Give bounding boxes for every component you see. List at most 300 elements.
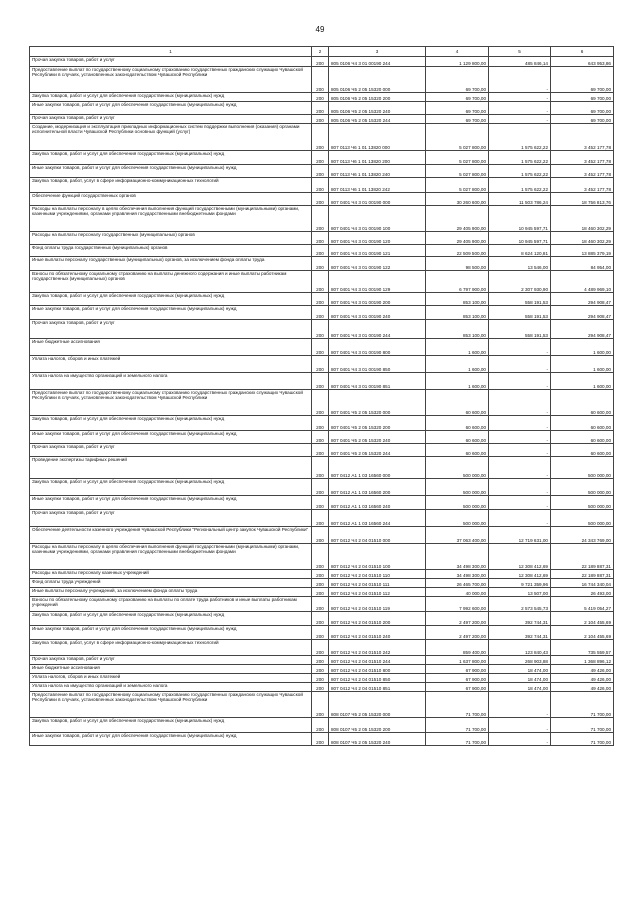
row-executed-amount: 12 308 412,69 [489, 570, 551, 579]
row-name: Уплата налогов, сборов и иных платежей [30, 356, 312, 373]
row-remaining-amount: 1 600,00 [551, 356, 614, 373]
row-remaining-amount: 84 954,00 [551, 257, 614, 271]
row-planned-amount: 60 600,00 [426, 444, 489, 457]
column-header: 5 [489, 47, 551, 57]
row-classification-code: 807 0401 Ч4 3 01 00190 121 [329, 245, 426, 257]
row-remaining-amount: 24 343 769,00 [551, 527, 614, 544]
row-code: 200 [312, 510, 329, 527]
row-classification-code: 807 0401 Ч4 3 01 00190 120 [329, 232, 426, 245]
row-code: 200 [312, 271, 329, 293]
row-classification-code: 807 0401 Ч4 3 01 00190 000 [329, 193, 426, 206]
row-name: Уплата налога на имущество организаций и земельного налога [30, 683, 312, 692]
row-remaining-amount: 49 426,00 [551, 674, 614, 683]
row-remaining-amount: 69 700,00 [551, 67, 614, 93]
row-remaining-amount: 71 700,00 [551, 692, 614, 718]
row-planned-amount: 22 509 500,00 [426, 245, 489, 257]
row-executed-amount: 1 575 622,22 [489, 151, 551, 165]
row-name: Иные закупки товаров, работ и услуг для обеспечения государственных (муниципальных) нужд [30, 102, 312, 115]
row-executed-amount: 558 191,53 [489, 306, 551, 320]
row-executed-amount: - [489, 67, 551, 93]
row-remaining-amount: 294 908,47 [551, 320, 614, 339]
row-name: Закупка товаров, работ, услуг в сфере информационно-коммуникационных технологий [30, 178, 312, 193]
row-planned-amount: 1 129 800,00 [426, 57, 489, 67]
row-code: 200 [312, 431, 329, 444]
row-remaining-amount: 3 452 177,78 [551, 151, 614, 165]
row-remaining-amount: 71 700,00 [551, 718, 614, 733]
table-row [30, 597, 614, 612]
page-number: 49 [315, 25, 325, 34]
row-executed-amount: 18 474,00 [489, 683, 551, 692]
row-name: Иные бюджетные ассигнования [30, 665, 312, 674]
row-classification-code: 807 0401 Ч5 2 05 15320 200 [329, 416, 426, 431]
row-name: Закупка товаров, работ и услуг для обеспечения государственных (муниципальных) нужд [30, 416, 312, 431]
row-classification-code: 807 0401 Ч5 2 05 15320 244 [329, 444, 426, 457]
row-name: Закупка товаров, работ и услуг для обеспечения государственных (муниципальных) нужд [30, 718, 312, 733]
row-code: 200 [312, 339, 329, 356]
row-code: 200 [312, 57, 329, 67]
row-code: 200 [312, 373, 329, 390]
row-code: 200 [312, 165, 329, 178]
row-planned-amount: 30 260 600,00 [426, 193, 489, 206]
row-executed-amount: 1 575 622,22 [489, 124, 551, 151]
column-number-row [30, 47, 614, 57]
table-row [30, 206, 614, 232]
table-row [30, 674, 614, 683]
table-row [30, 570, 614, 579]
row-classification-code: 807 0401 Ч5 2 05 15320 240 [329, 431, 426, 444]
row-planned-amount: 67 900,00 [426, 674, 489, 683]
row-name: Фонд оплаты труда государственных (муниципальных) органов [30, 245, 312, 257]
row-executed-amount: - [489, 431, 551, 444]
row-remaining-amount: 3 452 177,78 [551, 165, 614, 178]
table-row [30, 245, 614, 257]
row-name: Иные выплаты персоналу учреждений, за исключением фонда оплаты труда [30, 588, 312, 597]
row-classification-code: 807 0412 Ч4 2 04 01510 851 [329, 683, 426, 692]
row-executed-amount: - [489, 339, 551, 356]
row-code: 200 [312, 683, 329, 692]
row-planned-amount: 60 600,00 [426, 431, 489, 444]
row-executed-amount: 123 840,43 [489, 640, 551, 656]
row-planned-amount: 500 000,00 [426, 510, 489, 527]
row-classification-code: 807 0412 Ч4 2 04 01510 800 [329, 665, 426, 674]
row-executed-amount: 2 307 930,90 [489, 271, 551, 293]
row-remaining-amount: 643 953,86 [551, 57, 614, 67]
row-planned-amount: 69 700,00 [426, 93, 489, 102]
table-row [30, 320, 614, 339]
row-planned-amount: 1 637 800,00 [426, 656, 489, 665]
row-executed-amount: 13 546,00 [489, 257, 551, 271]
row-name: Предоставление выплат по государственному социальному страхованию государственных гражданских служащих Чувашской Республики в случаях, установленных законодательством Чувашской Республики [30, 67, 312, 93]
row-remaining-amount: 18 460 302,29 [551, 232, 614, 245]
row-planned-amount: 853 100,00 [426, 320, 489, 339]
row-executed-amount: - [489, 457, 551, 479]
table-row [30, 339, 614, 356]
row-planned-amount: 1 600,00 [426, 373, 489, 390]
row-planned-amount: 29 405 900,00 [426, 232, 489, 245]
row-remaining-amount: 22 189 887,31 [551, 544, 614, 570]
row-classification-code: 807 0113 Ч6 1 01 13820 000 [329, 124, 426, 151]
row-code: 200 [312, 733, 329, 746]
table-row [30, 390, 614, 416]
row-classification-code: 805 0106 Ч5 2 05 15320 000 [329, 67, 426, 93]
column-header: 2 [312, 47, 329, 57]
row-planned-amount: 34 498 300,00 [426, 544, 489, 570]
row-remaining-amount: 13 885 379,19 [551, 245, 614, 257]
row-planned-amount: 2 497 200,00 [426, 612, 489, 626]
row-name: Прочая закупка товаров, работ и услуг [30, 57, 312, 67]
table-row [30, 718, 614, 733]
row-classification-code: 807 0401 Ч4 3 01 00190 200 [329, 293, 426, 306]
row-planned-amount: 853 100,00 [426, 293, 489, 306]
row-classification-code: 807 0401 Ч4 3 01 00190 851 [329, 373, 426, 390]
row-code: 200 [312, 178, 329, 193]
row-executed-amount: - [489, 510, 551, 527]
table-row [30, 431, 614, 444]
row-code: 200 [312, 718, 329, 733]
row-executed-amount: 1 575 622,22 [489, 178, 551, 193]
row-code: 200 [312, 444, 329, 457]
row-planned-amount: 5 027 800,00 [426, 124, 489, 151]
row-executed-amount: 485 846,14 [489, 57, 551, 67]
row-name: Закупка товаров, работ и услуг для обеспечения государственных (муниципальных) нужд [30, 479, 312, 496]
row-name: Закупка товаров, работ, услуг в сфере информационно-коммуникационных технологий [30, 640, 312, 656]
row-remaining-amount: 26 493,00 [551, 588, 614, 597]
row-executed-amount: 392 744,31 [489, 626, 551, 640]
row-planned-amount: 98 500,00 [426, 257, 489, 271]
row-remaining-amount: 3 452 177,78 [551, 178, 614, 193]
table-row [30, 124, 614, 151]
row-remaining-amount: 60 600,00 [551, 416, 614, 431]
row-remaining-amount: 71 700,00 [551, 733, 614, 746]
row-name: Закупка товаров, работ и услуг для обеспечения государственных (муниципальных) нужд [30, 93, 312, 102]
row-code: 200 [312, 93, 329, 102]
row-code: 200 [312, 151, 329, 165]
column-header: 4 [426, 47, 489, 57]
row-planned-amount: 69 700,00 [426, 115, 489, 124]
table-row [30, 193, 614, 206]
row-planned-amount: 67 900,00 [426, 665, 489, 674]
column-header: 3 [329, 47, 426, 57]
row-classification-code: 805 0106 Ч4 3 01 00190 244 [329, 57, 426, 67]
row-executed-amount: 10 945 597,71 [489, 206, 551, 232]
row-planned-amount: 34 498 300,00 [426, 570, 489, 579]
row-classification-code: 807 0412 Ч4 2 04 01510 200 [329, 612, 426, 626]
row-remaining-amount: 500 000,00 [551, 510, 614, 527]
row-executed-amount: 558 191,53 [489, 293, 551, 306]
row-code: 200 [312, 320, 329, 339]
row-classification-code: 807 0412 Ч4 2 04 01510 111 [329, 579, 426, 588]
row-executed-amount: - [489, 733, 551, 746]
row-name: Обеспечение деятельности казенного учреждения Чувашской Республики "Региональный центр закупок Чувашской Республики" [30, 527, 312, 544]
row-name: Уплата налога на имущество организаций и земельного налога [30, 373, 312, 390]
row-code: 200 [312, 457, 329, 479]
table-row [30, 93, 614, 102]
table-row [30, 178, 614, 193]
row-executed-amount: 11 503 786,24 [489, 193, 551, 206]
row-planned-amount: 71 700,00 [426, 692, 489, 718]
row-executed-amount: - [489, 496, 551, 510]
row-code: 200 [312, 356, 329, 373]
row-name: Проведение экспертизы тарифных решений [30, 457, 312, 479]
row-name: Иные выплаты персоналу государственных (муниципальных) органов, за исключением фонда оплаты труда [30, 257, 312, 271]
row-classification-code: 807 0412 Ч4 2 04 01510 244 [329, 656, 426, 665]
row-executed-amount: 268 903,88 [489, 656, 551, 665]
row-name: Прочая закупка товаров, работ и услуг [30, 444, 312, 457]
row-executed-amount: 13 507,00 [489, 588, 551, 597]
row-remaining-amount: 22 189 887,31 [551, 570, 614, 579]
row-classification-code: 808 0107 Ч5 2 05 15320 000 [329, 692, 426, 718]
row-planned-amount: 859 400,00 [426, 640, 489, 656]
row-executed-amount: 1 575 622,22 [489, 165, 551, 178]
row-code: 200 [312, 570, 329, 579]
row-planned-amount: 853 100,00 [426, 306, 489, 320]
row-planned-amount: 26 465 700,00 [426, 579, 489, 588]
row-code: 200 [312, 102, 329, 115]
row-planned-amount: 1 600,00 [426, 356, 489, 373]
row-remaining-amount: 500 000,00 [551, 479, 614, 496]
row-classification-code: 807 0401 Ч4 3 01 00190 100 [329, 206, 426, 232]
row-planned-amount: 500 000,00 [426, 479, 489, 496]
row-remaining-amount: 1 368 896,12 [551, 656, 614, 665]
row-executed-amount: 558 191,53 [489, 320, 551, 339]
table-row [30, 527, 614, 544]
row-code: 200 [312, 245, 329, 257]
row-executed-amount: - [489, 692, 551, 718]
row-classification-code: 807 0401 Ч5 2 05 15320 000 [329, 390, 426, 416]
table-row [30, 271, 614, 293]
column-header: 6 [551, 47, 614, 57]
row-code: 200 [312, 257, 329, 271]
row-planned-amount: 67 900,00 [426, 683, 489, 692]
row-executed-amount: 12 308 412,69 [489, 544, 551, 570]
row-classification-code: 807 0412 Ч4 2 04 01510 242 [329, 640, 426, 656]
row-planned-amount: 29 405 900,00 [426, 206, 489, 232]
row-name: Иные закупки товаров, работ и услуг для обеспечения государственных (муниципальных) нужд [30, 165, 312, 178]
row-classification-code: 807 0412 А1 1 03 16560 200 [329, 479, 426, 496]
row-remaining-amount: 500 000,00 [551, 496, 614, 510]
row-classification-code: 807 0412 А1 1 03 16560 240 [329, 496, 426, 510]
row-executed-amount: - [489, 373, 551, 390]
row-classification-code: 807 0401 Ч4 3 01 00190 800 [329, 339, 426, 356]
row-planned-amount: 60 600,00 [426, 416, 489, 431]
table-row [30, 640, 614, 656]
row-remaining-amount: 500 000,00 [551, 457, 614, 479]
row-name: Прочая закупка товаров, работ и услуг [30, 320, 312, 339]
row-executed-amount: 10 945 597,71 [489, 232, 551, 245]
row-executed-amount: - [489, 444, 551, 457]
row-name: Взносы по обязательному социальному страхованию на выплаты денежного содержания и иные выплаты работникам государственных (муниципальных) органов [30, 271, 312, 293]
row-name: Расходы на выплаты персоналу государственных (муниципальных) органов [30, 232, 312, 245]
row-name: Иные бюджетные ассигнования [30, 339, 312, 356]
row-name: Предоставление выплат по государственному социальному страхованию государственных гражданских служащих Чувашской Республики в случаях, установленных законодательством Чувашской Республики [30, 390, 312, 416]
table-row [30, 588, 614, 597]
row-code: 200 [312, 588, 329, 597]
table-row [30, 626, 614, 640]
row-classification-code: 807 0401 Ч4 3 01 00190 129 [329, 271, 426, 293]
row-remaining-amount: 18 460 302,29 [551, 206, 614, 232]
row-code: 200 [312, 293, 329, 306]
row-planned-amount: 71 700,00 [426, 733, 489, 746]
row-code: 200 [312, 124, 329, 151]
table-row [30, 733, 614, 746]
row-classification-code: 807 0113 Ч6 1 01 13820 240 [329, 165, 426, 178]
row-remaining-amount: 2 104 455,69 [551, 612, 614, 626]
table-row [30, 57, 614, 67]
row-remaining-amount: 60 600,00 [551, 390, 614, 416]
table-row [30, 479, 614, 496]
table-row [30, 656, 614, 665]
row-remaining-amount: 1 600,00 [551, 373, 614, 390]
row-planned-amount: 7 992 600,00 [426, 597, 489, 612]
row-remaining-amount: 60 600,00 [551, 444, 614, 457]
row-executed-amount: - [489, 93, 551, 102]
row-classification-code: 807 0113 Ч6 1 01 13820 200 [329, 151, 426, 165]
row-planned-amount: 5 027 800,00 [426, 165, 489, 178]
row-planned-amount: 69 700,00 [426, 67, 489, 93]
row-name: Прочая закупка товаров, работ и услуг [30, 656, 312, 665]
table-row [30, 579, 614, 588]
row-name: Иные закупки товаров, работ и услуг для обеспечения государственных (муниципальных) нужд [30, 306, 312, 320]
row-classification-code: 807 0401 Ч4 3 01 00190 850 [329, 356, 426, 373]
row-executed-amount: 392 744,31 [489, 612, 551, 626]
row-classification-code: 807 0401 Ч4 3 01 00190 240 [329, 306, 426, 320]
table-row [30, 115, 614, 124]
row-classification-code: 807 0412 Ч4 2 04 01510 100 [329, 544, 426, 570]
row-name: Расходы на выплаты персоналу казенных учреждений [30, 570, 312, 579]
row-remaining-amount: 49 426,00 [551, 665, 614, 674]
row-planned-amount: 6 797 900,00 [426, 271, 489, 293]
row-name: Расходы на выплаты персоналу в целях обеспечения выполнения функций государственными (муниципальными) органами, казенными учреждениями, органами управления государственными внебюджетными фондами [30, 206, 312, 232]
row-planned-amount: 2 497 200,00 [426, 626, 489, 640]
row-name: Обеспечение функций государственных органов [30, 193, 312, 206]
row-code: 200 [312, 479, 329, 496]
row-remaining-amount: 60 600,00 [551, 431, 614, 444]
row-name: Иные закупки товаров, работ и услуг для обеспечения государственных (муниципальных) нужд [30, 496, 312, 510]
table-row [30, 102, 614, 115]
row-code: 200 [312, 206, 329, 232]
row-planned-amount: 40 000,00 [426, 588, 489, 597]
row-remaining-amount: 5 419 054,27 [551, 597, 614, 612]
row-executed-amount: - [489, 115, 551, 124]
row-planned-amount: 5 027 800,00 [426, 151, 489, 165]
row-code: 200 [312, 626, 329, 640]
budget-table [29, 46, 614, 746]
row-classification-code: 805 0106 Ч5 2 05 15320 244 [329, 115, 426, 124]
row-code: 200 [312, 692, 329, 718]
row-name: Уплата налогов, сборов и иных платежей [30, 674, 312, 683]
row-planned-amount: 1 600,00 [426, 339, 489, 356]
row-remaining-amount: 4 489 969,10 [551, 271, 614, 293]
table-row [30, 416, 614, 431]
row-name: Создание, модернизация и эксплуатация прикладных информационных систем поддержки выполнения (оказания) органами исполнительной власти Чувашской Республики основных функций (услуг) [30, 124, 312, 151]
table-row [30, 612, 614, 626]
row-code: 200 [312, 579, 329, 588]
table-row [30, 232, 614, 245]
column-header: 1 [30, 47, 312, 57]
row-code: 200 [312, 390, 329, 416]
table-row [30, 306, 614, 320]
row-planned-amount: 500 000,00 [426, 496, 489, 510]
row-code: 200 [312, 416, 329, 431]
row-name: Фонд оплаты труда учреждений [30, 579, 312, 588]
row-code: 200 [312, 544, 329, 570]
table-row [30, 496, 614, 510]
row-remaining-amount: 18 756 813,76 [551, 193, 614, 206]
row-name: Предоставление выплат по государственному социальному страхованию государственных гражданских служащих Чувашской Республики в случаях, установленных законодательством Чувашской Республики [30, 692, 312, 718]
row-name: Закупка товаров, работ и услуг для обеспечения государственных (муниципальных) нужд [30, 293, 312, 306]
row-planned-amount: 500 000,00 [426, 457, 489, 479]
row-classification-code: 807 0412 Ч4 2 04 01510 850 [329, 674, 426, 683]
row-executed-amount: 9 721 359,96 [489, 579, 551, 588]
row-code: 200 [312, 115, 329, 124]
row-classification-code: 807 0412 Ч4 2 04 01510 110 [329, 570, 426, 579]
row-code: 200 [312, 193, 329, 206]
row-code: 200 [312, 665, 329, 674]
row-executed-amount: - [489, 390, 551, 416]
row-remaining-amount: 2 104 455,69 [551, 626, 614, 640]
table-row [30, 692, 614, 718]
row-code: 200 [312, 527, 329, 544]
row-executed-amount: 18 474,00 [489, 674, 551, 683]
table-row [30, 257, 614, 271]
row-planned-amount: 5 027 800,00 [426, 178, 489, 193]
row-remaining-amount: 3 452 177,78 [551, 124, 614, 151]
row-classification-code: 805 0106 Ч5 2 05 15320 240 [329, 102, 426, 115]
row-classification-code: 807 0412 А1 1 03 16560 244 [329, 510, 426, 527]
table-row [30, 373, 614, 390]
table-row [30, 356, 614, 373]
row-name: Иные закупки товаров, работ и услуг для обеспечения государственных (муниципальных) нужд [30, 431, 312, 444]
row-classification-code: 807 0401 Ч4 3 01 00190 244 [329, 320, 426, 339]
row-remaining-amount: 69 700,00 [551, 115, 614, 124]
row-name: Иные закупки товаров, работ и услуг для обеспечения государственных (муниципальных) нужд [30, 626, 312, 640]
row-classification-code: 807 0412 Ч4 2 04 01510 112 [329, 588, 426, 597]
row-code: 200 [312, 612, 329, 626]
row-name: Иные закупки товаров, работ и услуг для обеспечения государственных (муниципальных) нужд [30, 733, 312, 746]
table-row [30, 151, 614, 165]
row-executed-amount: - [489, 718, 551, 733]
row-code: 200 [312, 674, 329, 683]
table-row [30, 293, 614, 306]
row-executed-amount: 8 624 120,81 [489, 245, 551, 257]
table-row [30, 510, 614, 527]
row-name: Закупка товаров, работ и услуг для обеспечения государственных (муниципальных) нужд [30, 151, 312, 165]
row-remaining-amount: 49 426,00 [551, 683, 614, 692]
row-classification-code: 807 0412 Ч4 2 04 01510 240 [329, 626, 426, 640]
row-name: Прочая закупка товаров, работ и услуг [30, 115, 312, 124]
row-classification-code: 805 0106 Ч5 2 05 15320 200 [329, 93, 426, 102]
row-classification-code: 807 0412 А1 1 03 16560 000 [329, 457, 426, 479]
row-executed-amount: - [489, 479, 551, 496]
row-code: 200 [312, 640, 329, 656]
row-classification-code: 807 0401 Ч4 3 01 00190 122 [329, 257, 426, 271]
row-executed-amount: 18 474,00 [489, 665, 551, 674]
row-code: 200 [312, 232, 329, 245]
row-executed-amount: - [489, 416, 551, 431]
table-row [30, 544, 614, 570]
row-name: Прочая закупка товаров, работ и услуг [30, 510, 312, 527]
row-classification-code: 807 0113 Ч6 1 01 13820 242 [329, 178, 426, 193]
table-row [30, 444, 614, 457]
row-executed-amount: 2 573 545,73 [489, 597, 551, 612]
row-remaining-amount: 69 700,00 [551, 102, 614, 115]
row-planned-amount: 69 700,00 [426, 102, 489, 115]
row-remaining-amount: 69 700,00 [551, 93, 614, 102]
row-classification-code: 807 0412 Ч4 2 04 01510 000 [329, 527, 426, 544]
table-row [30, 665, 614, 674]
table-row [30, 67, 614, 93]
row-code: 200 [312, 597, 329, 612]
